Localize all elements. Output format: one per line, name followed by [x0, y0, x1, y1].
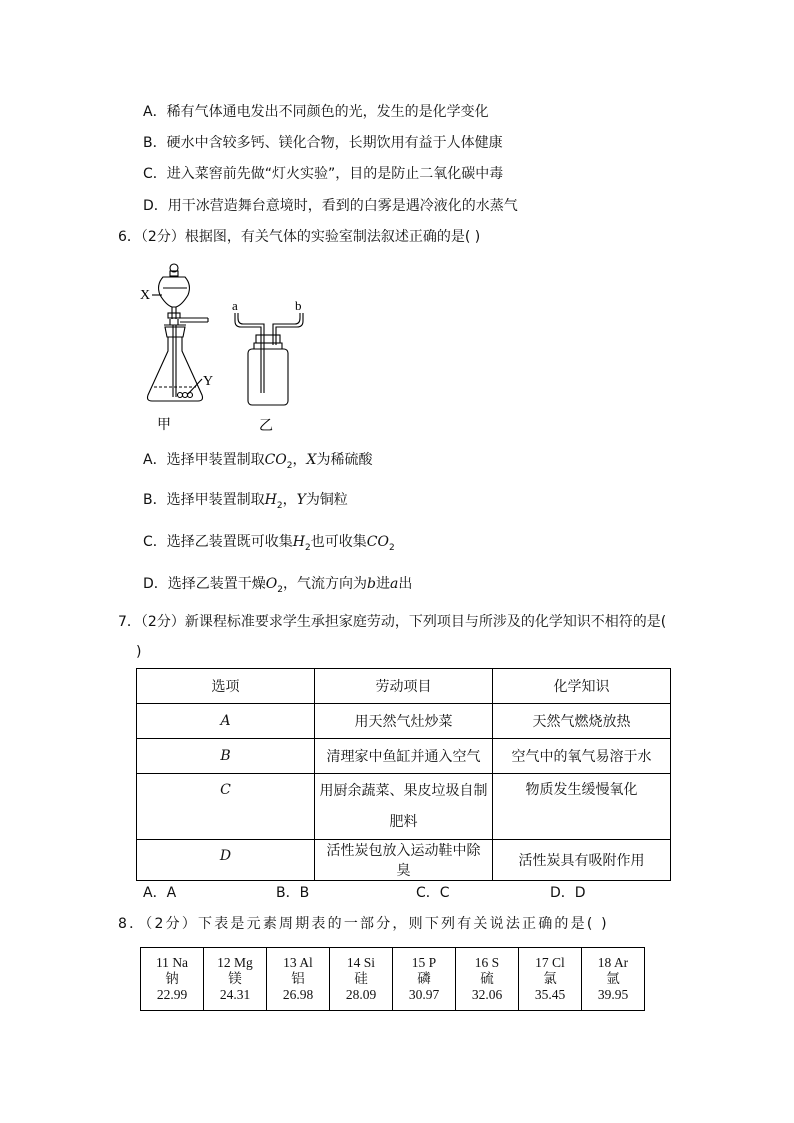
element-cell-na: 11 Na 钠 22.99: [141, 948, 204, 1011]
q7-row-option: D: [137, 840, 315, 881]
element-cell-ar: 18 Ar 氩 39.95: [582, 948, 645, 1011]
q7-answer-d: D．D: [550, 885, 586, 901]
q7-row-option: B: [137, 739, 315, 774]
table-row: [137, 840, 671, 881]
q7-stem: 7．（2分）新课程标准要求学生承担家庭劳动，下列项目与所涉及的化学知识不相符的是(: [118, 614, 667, 630]
q7-row-knowledge: 空气中的氧气易溶于水: [493, 739, 671, 774]
q7-answer-b: B．B: [276, 885, 310, 901]
label-jia: 甲: [157, 417, 171, 433]
label-y: Y: [203, 374, 214, 389]
q7-row-knowledge: 天然气燃烧放热: [493, 704, 671, 739]
periodic-table-row: [140, 947, 645, 1011]
q6-option-d: D．选择乙装置干燥$O_2$，气流方向为b进a出: [143, 576, 413, 595]
q7-row-knowledge: 活性炭具有吸附作用: [493, 840, 671, 881]
element-cell-p: 15 P 磷 30.97: [393, 948, 456, 1011]
element-cell-si: 14 Si 硅 28.09: [330, 948, 393, 1011]
q5-option-b: B．硬水中含较多钙、镁化合物，长期饮用有益于人体健康: [143, 135, 503, 151]
q7-table: [136, 668, 671, 881]
q7-row-knowledge: 物质发生缓慢氧化: [493, 774, 671, 840]
q7-table-header: [137, 669, 671, 704]
q5-option-c: C．进入菜窖前先做“灯火实验”，目的是防止二氧化碳中毒: [143, 166, 504, 182]
table-row: [137, 739, 671, 774]
q7-header-option: 选项: [137, 669, 315, 704]
label-yi: 乙: [259, 418, 273, 434]
element-cell-s: 16 S 硫 32.06: [456, 948, 519, 1011]
q8-stem: 8．（2分）下表是元素周期表的一部分，则下列有关说法正确的是( ): [118, 916, 609, 932]
q7-answer-c: C．C: [416, 885, 450, 901]
q6-option-a: A．选择甲装置制取$CO_2$，X为稀硫酸: [143, 452, 373, 471]
q5-option-d: D．用干冰营造舞台意境时，看到的白雾是遇冷液化的水蒸气: [143, 198, 518, 214]
q7-row-task: 清理家中鱼缸并通入空气: [315, 739, 493, 774]
q7-row-option: A: [137, 704, 315, 739]
q7-row-option: C: [137, 774, 315, 840]
table-row: [137, 704, 671, 739]
q6-stem: 6．（2分）根据图，有关气体的实验室制法叙述正确的是( ): [118, 229, 481, 245]
apparatus-figure: [130, 255, 330, 435]
q6-option-b: B．选择甲装置制取$H_2$，Y为铜粒: [143, 492, 348, 511]
q7-row-task: 活性炭包放入运动鞋中除臭: [315, 840, 493, 881]
q7-header-knowledge: 化学知识: [493, 669, 671, 704]
apparatus-diagram: [130, 255, 330, 435]
element-cell-cl: 17 Cl 氯 35.45: [519, 948, 582, 1011]
label-a: a: [232, 298, 238, 313]
q7-row-task: 用天然气灶炒菜: [315, 704, 493, 739]
q7-stem-bracket: ): [136, 644, 142, 660]
element-cell-mg: 12 Mg 镁 24.31: [204, 948, 267, 1011]
label-b: b: [295, 298, 302, 313]
element-cell-al: 13 Al 铝 26.98: [267, 948, 330, 1011]
table-row: [137, 774, 671, 840]
q7-row-task: 用厨余蔬菜、果皮垃圾自制肥料: [315, 774, 493, 840]
label-x: X: [140, 288, 151, 303]
q6-option-c: C．选择乙装置既可收集$H_2$也可收集$CO_2$: [143, 534, 395, 553]
q7-header-task: 劳动项目: [315, 669, 493, 704]
q5-option-a: A．稀有气体通电发出不同颜色的光，发生的是化学变化: [143, 104, 489, 120]
q7-answer-a: A．A: [143, 885, 177, 901]
